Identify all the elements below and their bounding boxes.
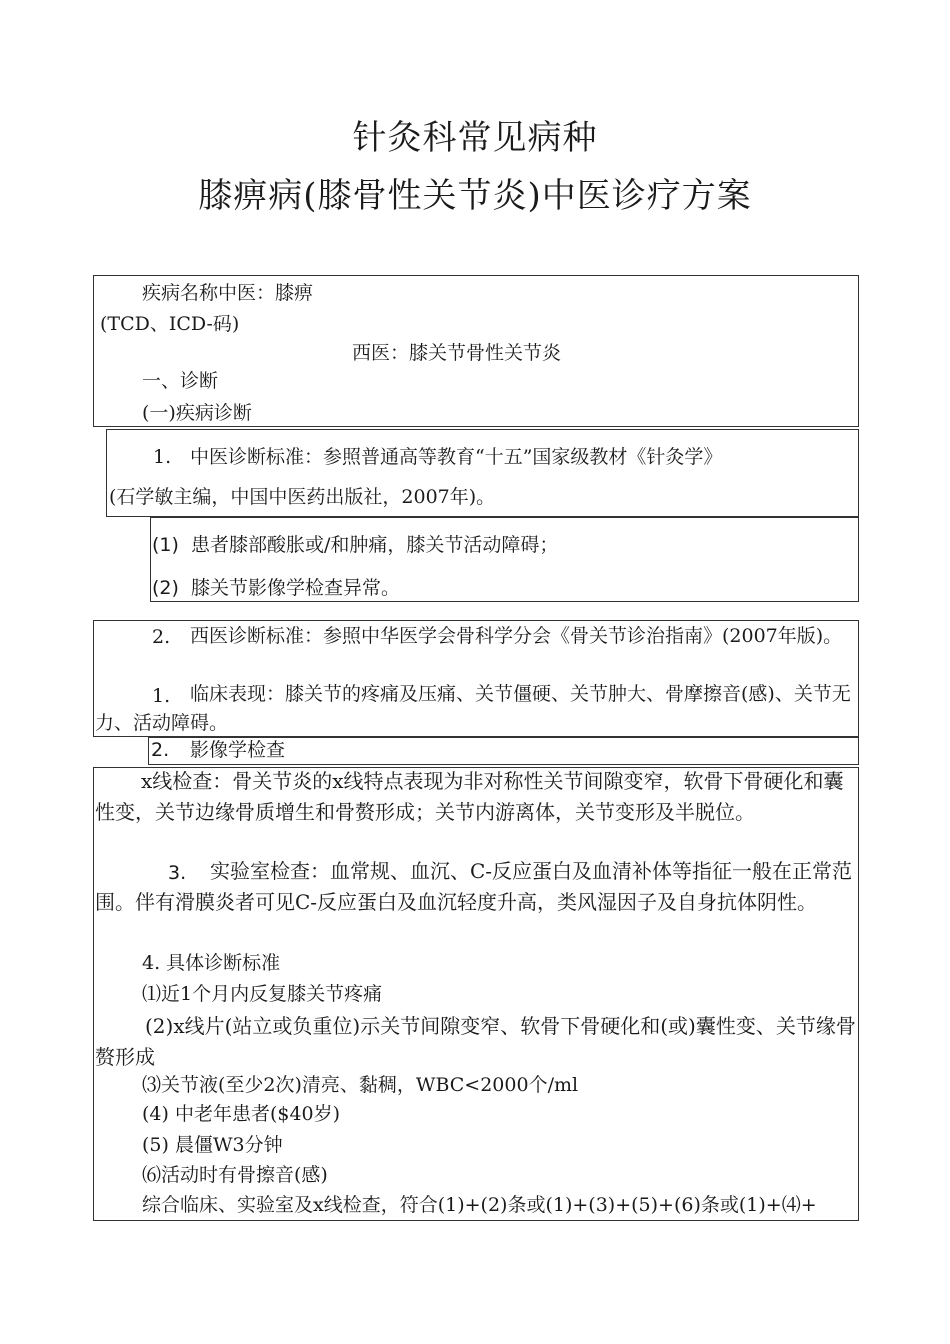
section-diagnosis: 一、诊断 xyxy=(142,370,219,392)
diagnosis-summary: 综合临床、实验室及x线检查，符合(1)+(2)条或(1)+(3)+(5)+(6)条或(1)+⑷+ xyxy=(142,1194,817,1216)
lab-number: 3. xyxy=(168,862,187,884)
disease-codes: (TCD、ICD-码) xyxy=(100,313,240,335)
page-title: 针灸科常见病种 xyxy=(352,118,598,158)
tcm-criteria-source: (石学敏主编，中国中医药出版社，2007年)。 xyxy=(109,486,496,508)
imaging-title: 影像学检查 xyxy=(190,739,286,761)
western-name: 西医：膝关节骨性关节炎 xyxy=(352,342,562,364)
clinical-manifestation: 临床表现：膝关节的疼痛及压痛、关节僵硬、关节肿大、骨摩擦音(感)、关节无力、活动障碍。 xyxy=(95,683,851,734)
page-subtitle: 膝痹病(膝骨性关节炎)中医诊疗方案 xyxy=(198,176,752,216)
sub-criterion-2-number: (2) xyxy=(152,577,179,599)
subsection-disease-diagnosis: (一)疾病诊断 xyxy=(142,402,252,424)
western-item-number: 2. xyxy=(152,626,171,648)
sub-criterion-1: 患者膝部酸胀或/和肿痛，膝关节活动障碍； xyxy=(191,534,559,556)
specific-criteria-title: 4. 具体诊断标准 xyxy=(142,952,281,974)
xray-description: x线检查：骨关节炎的x线特点表现为非对称性关节间隙变窄，软骨下骨硬化和囊性变，关节边缘骨质增生和骨赘形成；关节内游离体，关节变形及半脱位。 xyxy=(95,769,844,824)
tcm-item-number: 1. xyxy=(153,446,172,468)
tcm-criteria-text: 中医诊断标准：参照普通高等教育“十五”国家级教材《针灸学》 xyxy=(190,446,723,468)
imaging-number: 2. xyxy=(151,739,170,761)
tcm-name: 疾病名称中医：膝痹 xyxy=(142,282,314,304)
lab-description: 实验室检查：血常规、血沉、C-反应蛋白及血清补体等指征一般在正常范围。伴有滑膜炎者可见C-反应蛋白及血沉轻度升高，类风湿因子及自身抗体阴性。 xyxy=(95,859,853,914)
criterion-6: ⑹活动时有骨擦音(感) xyxy=(142,1164,328,1186)
criterion-2: (2)x线片(站立或负重位)示关节间隙变窄、软骨下骨硬化和(或)囊性变、关节缘骨赘形成 xyxy=(95,1014,856,1069)
western-criteria-text: 西医诊断标准：参照中华医学会骨科学分会《骨关节诊治指南》(2007年版)。 xyxy=(190,625,843,647)
sub-criterion-1-number: (1) xyxy=(152,534,179,556)
criterion-5: (5) 晨僵W3分钟 xyxy=(142,1134,283,1156)
clinical-number: 1. xyxy=(152,685,171,707)
criterion-1: ⑴近1个月内反复膝关节疼痛 xyxy=(142,983,383,1005)
criterion-4: (4) 中老年患者($40岁) xyxy=(142,1103,341,1125)
criterion-3: ⑶关节液(至少2次)清亮、黏稠，WBC<2000个/ml xyxy=(142,1074,579,1096)
sub-criterion-2: 膝关节影像学检查异常。 xyxy=(191,577,401,599)
